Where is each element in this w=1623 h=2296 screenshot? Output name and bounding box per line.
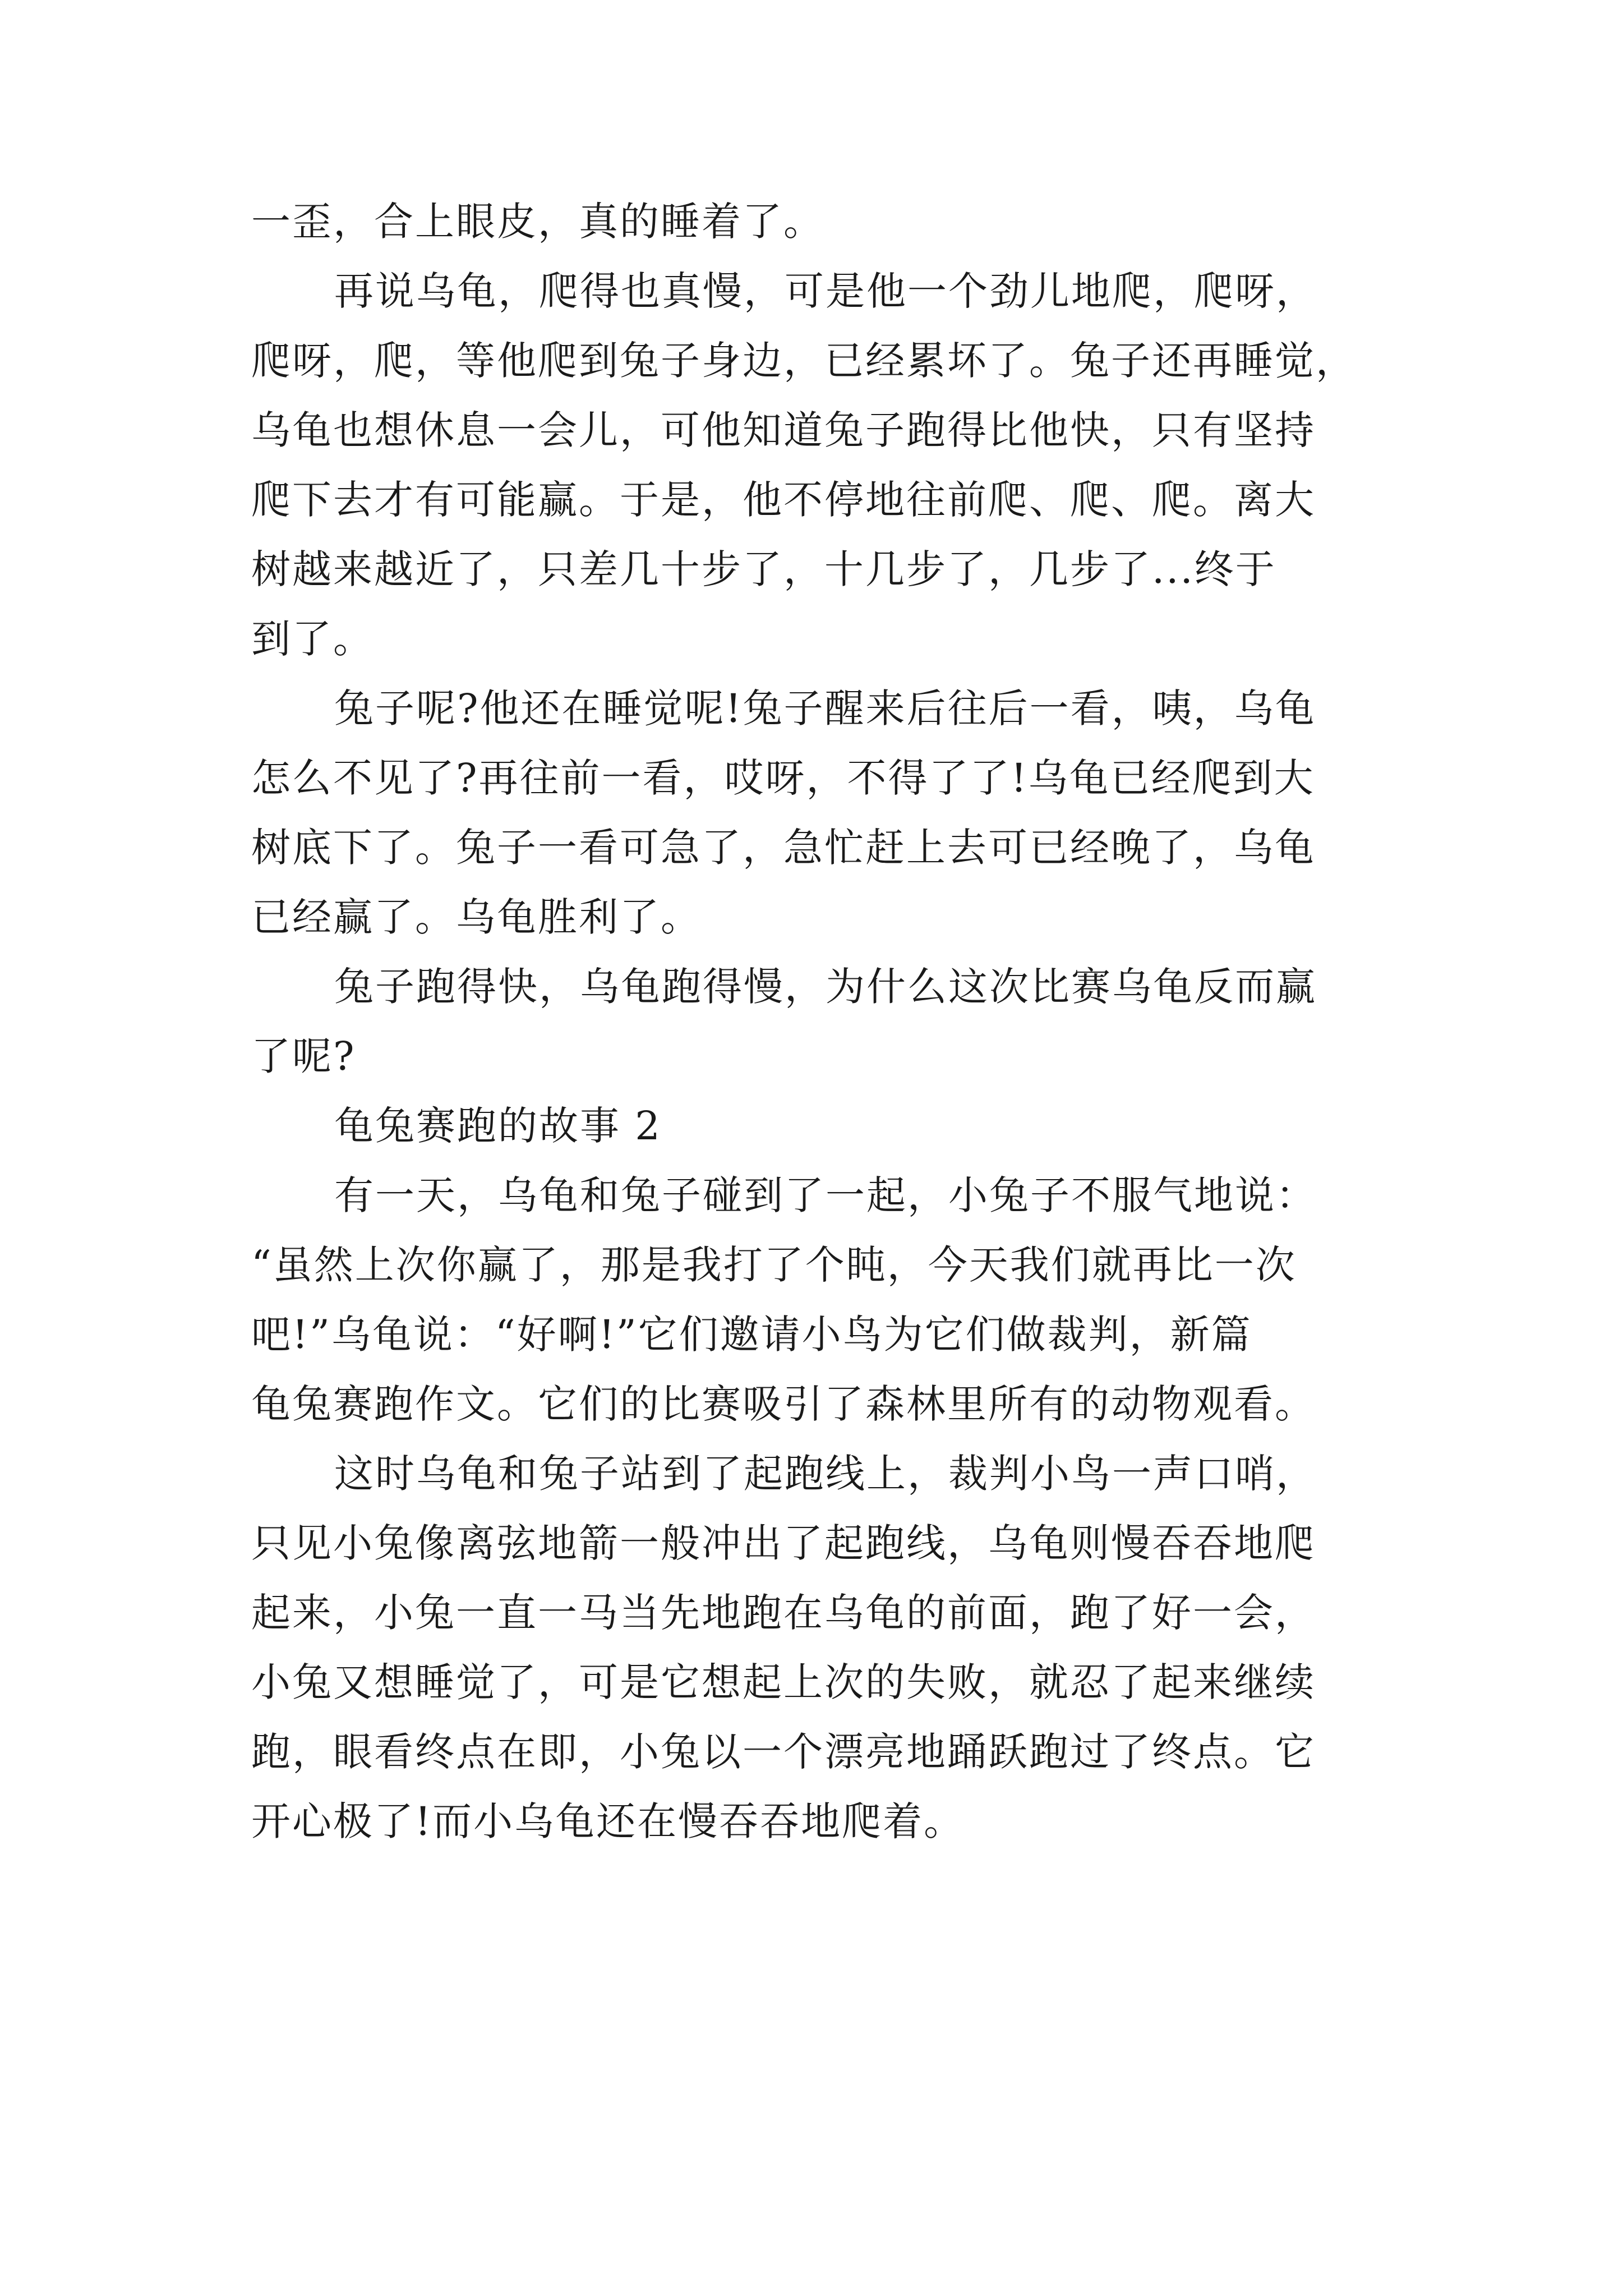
text-line: 只见小兔像离弦地箭一般冲出了起跑线，乌龟则慢吞吞地爬 [251,1520,1316,1566]
text-line: 一歪，合上眼皮，真的睡着了。 [251,199,824,245]
text-line: 已经赢了。乌龟胜利了。 [251,894,702,940]
text-line: 到了。 [251,616,374,662]
text-line: “虽然上次你赢了，那是我打了个盹，今天我们就再比一次 [251,1242,1297,1288]
text-line: 了呢? [251,1033,356,1079]
text-line: 龟兔赛跑作文。它们的比赛吸引了森林里所有的动物观看。 [251,1381,1316,1427]
text-line: 树越来越近了，只差几十步了，十几步了，几步了...终于 [251,546,1276,592]
text-line: 起来，小兔一直一马当先地跑在乌龟的前面，跑了好一会， [251,1590,1316,1636]
text-line: 这时乌龟和兔子站到了起跑线上，裁判小鸟一声口哨， [334,1451,1317,1497]
text-line: 爬下去才有可能赢。于是，他不停地往前爬、爬、爬。离大 [251,477,1316,523]
text-line: 乌龟也想休息一会儿，可他知道兔子跑得比他快，只有坚持 [251,407,1316,453]
text-line: 小兔又想睡觉了，可是它想起上次的失败，就忍了起来继续 [251,1659,1316,1705]
text-line: 开心极了!而小乌龟还在慢吞吞地爬着。 [251,1798,965,1844]
text-line: 跑，眼看终点在即，小兔以一个漂亮地踊跃跑过了终点。它 [251,1729,1316,1775]
section-heading: 龟兔赛跑的故事 2 [334,1103,662,1149]
text-line: 有一天，乌龟和兔子碰到了一起，小兔子不服气地说： [334,1172,1317,1218]
text-line: 再说乌龟，爬得也真慢，可是他一个劲儿地爬，爬呀， [334,268,1317,314]
text-line: 爬呀，爬，等他爬到兔子身边，已经累坏了。兔子还再睡觉， [251,338,1357,384]
text-line: 兔子跑得快，乌龟跑得慢，为什么这次比赛乌龟反而赢 [334,964,1317,1010]
text-line: 吧!”乌龟说：“好啊!”它们邀请小鸟为它们做裁判，新篇 [251,1312,1252,1358]
text-line: 怎么不见了?再往前一看，哎呀，不得了了!乌龟已经爬到大 [251,755,1315,801]
text-line: 兔子呢?他还在睡觉呢!兔子醒来后往后一看，咦，乌龟 [334,685,1316,731]
text-line: 树底下了。兔子一看可急了，急忙赶上去可已经晚了，乌龟 [251,825,1316,871]
